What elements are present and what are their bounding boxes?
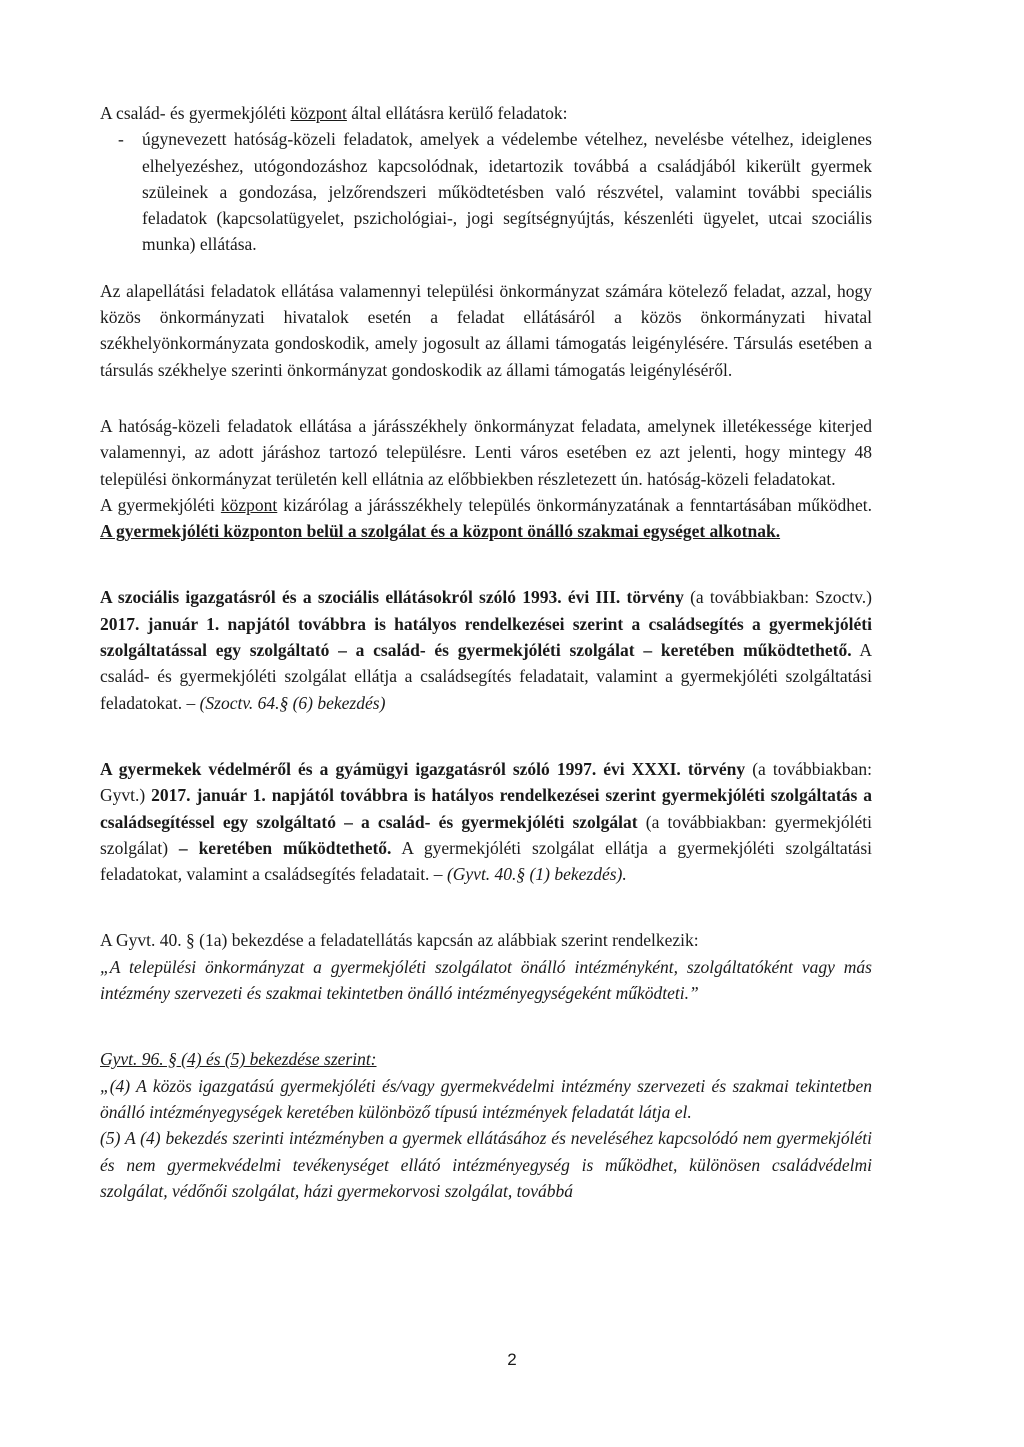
paragraph-alapellatas: Az alapellátási feladatok ellátása valamennyi települési önkormányzat számára kötelező feladat, azzal, hogy közös önkormányzati hivatalok esetén a feladat ellátásáról a közös önkormányzati hivatal székhelyönkormányzata gondoskodik, amely jogosult az állami támogatás leigénylésére. Társulás esetében a társulás székhelye szerinti önkormányzat gondoskodik az állami támogatás leigényléséről. [100,280,872,380]
p5-citation: (Szoctv. 64.§ (6) bekezdés) [199,692,386,713]
heading-gyvt-96 [100,1046,872,1072]
p6-bold-rule: 2017. január 1. napjától továbbra is hatályos rendelkezései szerint gyermekjóléti szolgáltatás a családsegítéssel egy szolgáltató – a család- és gyermekjóléti szolgálat [100,785,872,832]
p5-text: (a továbbiakban: Szoctv.) [683,587,872,608]
p4-underlined-term: központ [220,494,278,515]
p6-text: (a továbbiakban: Gyvt.) [100,758,872,806]
heading-gyvt-96-text: Gyvt. 96. § (4) és (5) bekezdése szerint: [100,1049,377,1070]
quote-gyvt-40 [100,954,872,1007]
bullet-text: úgynevezett hatóság-közeli feladatok, amelyek a védelembe vételhez, nevelésbe vételhez, ideiglenes elhelyezéshez, utógondozáshoz kapcsolódnak, idetartozik továbbá a családjából kikerült gyermek szüleinek a gondozása, jelzőrendszeri működtetésben való részvétel, valamint további speciális feladatok (kapcsolatügyelet, pszichológiai-, jogi segítségnyújtás, készenléti ügyelet, utcai szociális munka) ellátása. [142,129,872,255]
quote-gyvt-96-4 [100,1073,872,1126]
paragraph-hatosag-kozeli: A hatóság-közeli feladatok ellátása a járásszékhely önkormányzat feladata, amelynek illetékessége kiterjed valamennyi, az adott járáshoz tartozó településre. Lenti város esetében ez azt jelenti, hogy mintegy 48 települési önkormányzat területén kell ellátnia az előbbiekben részletezett ún. hatóság-közeli feladatokat. [100,415,872,489]
paragraph-gyvt-40: A Gyvt. 40. § (1a) bekezdése a feladatellátás kapcsán az alábbiak szerint rendelkezik: [100,930,699,951]
quote-text: „A települési önkormányzat a gyermekjóléti szolgálatot önálló intézményként, szolgáltatóként vagy más intézmény szervezeti és szakmai tekintetben önálló intézményegységeként működteti.” [100,956,872,1004]
paragraph-szoctv [100,584,872,715]
p5-text-end: A család- és gyermekjóléti szolgálat ellátja a családsegítés feladatait, valamint a gyermekjóléti szolgáltatási feladatokat. – [100,640,872,713]
quote-5-text: (5) A (4) bekezdés szerinti intézményben a gyermek ellátásához és neveléséhez kapcsolódó nem gyermekjóléti és nem gyermekvédelmi tevékenységet ellátó intézményegység is működhet, különösen családvédelmi szolgálat, védőnői szolgálat, házi gyermekorvosi szolgálat, továbbá [100,1128,872,1201]
p6-bold-law: A gyermekek védelméről és a gyámügyi igazgatásról szóló 1997. évi XXXI. törvény [100,758,746,779]
intro-text: A család- és gyermekjóléti [100,103,291,123]
intro-text-end: által ellátásra kerülő feladatok: [346,103,568,123]
p5-bold-rule: 2017. január 1. napjától továbbra is hatályos rendelkezései szerint a családsegítés a gyermekjóléti szolgáltatással egy szolgáltató – a család- és gyermekjóléti szolgálat – keretében működtethető. [100,613,872,661]
bullet-item [118,126,872,257]
p6-citation: (Gyvt. 40.§ (1) bekezdés). [446,864,627,885]
p6-text-end: A gyermekjóléti szolgálat ellátja a gyermekjóléti szolgáltatási feladatokat, valamint a családsegítés feladatait. – [100,837,872,885]
p6-text-mid: (a továbbiakban: gyermekjóléti szolgálat) [100,811,872,858]
quote-4-text: „(4) A közös igazgatású gyermekjóléti és/vagy gyermekvédelmi intézmény szervezeti és szakmai tekintetben önálló intézményegységek keretében különböző típusú intézmények feladatát látja el. [100,1075,872,1122]
p6-bold-end: – keretében működtethető. [178,837,392,858]
paragraph-kozpont [100,492,872,545]
page-number: 2 [507,1350,517,1369]
page-content [100,100,872,1204]
p4-bold-underlined: A gyermekjóléti központon belül a szolgálat és a központ önálló szakmai egységet alkotnak. [100,521,781,542]
bullet-dash: - [118,129,124,150]
p4-text-mid: kizárólag a járásszékhely település önkormányzatának a fenntartásában működhet. [277,494,872,515]
p5-bold-law: A szociális igazgatásról és a szociális ellátásokról szóló 1993. évi III. törvény [100,587,684,608]
paragraph-gyvt [100,756,872,887]
p4-text: A gyermekjóléti [100,494,221,515]
intro-underlined-term: központ [290,103,347,123]
quote-gyvt-96-5 [100,1125,872,1204]
intro-heading [100,100,872,126]
